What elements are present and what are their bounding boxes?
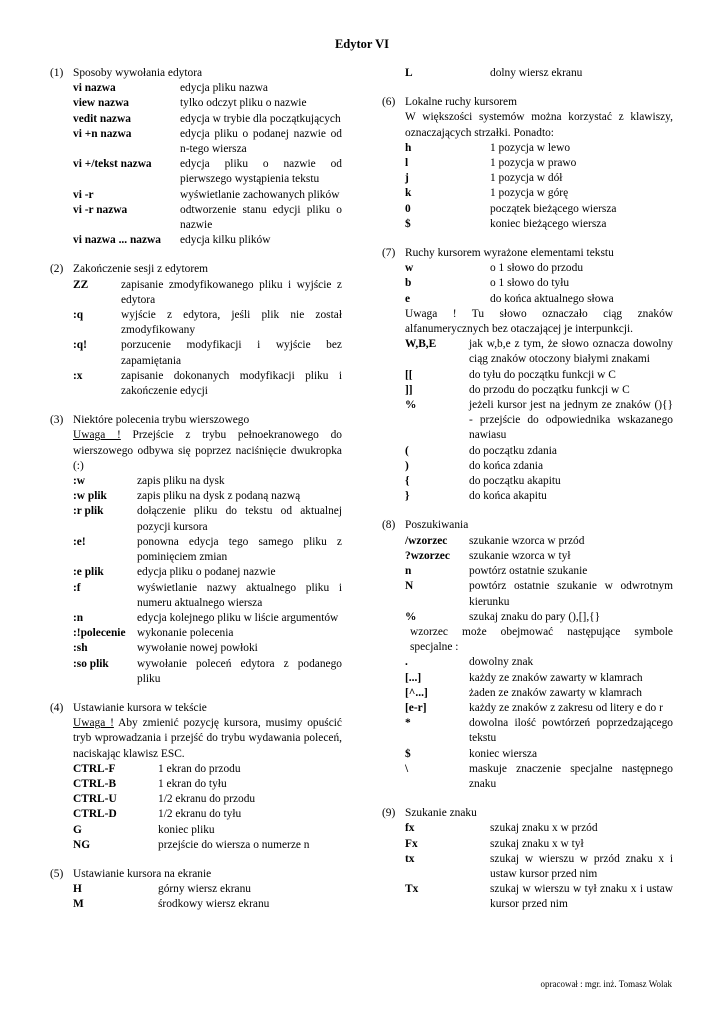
command-desc: środkowy wiersz ekranu: [158, 898, 270, 911]
command-key: L: [405, 67, 413, 79]
command-key: CTRL-F: [73, 762, 116, 775]
command-key: M: [73, 898, 84, 911]
command-key: vedit nazwa: [73, 112, 131, 125]
command-row: [405, 186, 673, 201]
command-desc: zapisanie zmodyfikowanego pliku i wyjście z edytora: [121, 278, 342, 306]
command-row: [405, 292, 673, 307]
command-row: [73, 823, 342, 838]
section-line-mode: [50, 413, 342, 687]
command-key: n: [405, 565, 412, 578]
command-list: [73, 474, 342, 687]
command-row: [73, 792, 342, 807]
section-title: Sposoby wywołania edytora: [73, 67, 203, 79]
command-key: vi -r: [73, 188, 94, 201]
footer-author: opracował : mgr. inż. Tomasz Wolak: [540, 979, 672, 989]
command-key: k: [405, 187, 412, 200]
command-desc: 1 ekran do tyłu: [158, 777, 227, 790]
command-list: [73, 81, 342, 248]
command-key: ?wzorzec: [405, 549, 450, 562]
note-text: Aby zmienić pozycję kursora, musimy opuścić tryb wprowadzania i przejść do trybu wydawania poleceń, naciskając klawisz ESC.: [73, 717, 342, 760]
command-key: %: [405, 399, 417, 412]
section-heading: [50, 701, 342, 716]
command-desc: maskuje znaczenie specjalne następnego znaku: [469, 762, 673, 790]
command-key: H: [73, 883, 82, 896]
command-key: [...]: [405, 671, 422, 684]
command-desc: szukaj znaku x w tył: [490, 837, 584, 850]
command-row: [405, 156, 673, 171]
command-key: Tx: [405, 883, 419, 896]
section-cursor-screen-cont: [382, 66, 673, 81]
section-title: Niektóre polecenia trybu wierszowego: [73, 414, 250, 427]
section-text: W większości systemów można korzystać z klawiszy, oznaczających strzałki. Ponadto:: [405, 111, 673, 139]
command-desc: 1 pozycja w górę: [490, 187, 569, 200]
command-list: [405, 141, 673, 232]
command-desc: do końca zdania: [469, 459, 544, 472]
command-row: [405, 655, 673, 670]
command-desc: wyświetlanie nazwy aktualnego pliku i numeru aktualnego wiersza: [137, 581, 342, 609]
command-key: view nazwa: [73, 97, 129, 110]
command-row: [73, 641, 342, 656]
command-row: [405, 837, 673, 852]
command-row: [73, 777, 342, 792]
command-desc: koniec wiersza: [469, 747, 537, 760]
command-row: [405, 398, 673, 444]
command-desc: 1/2 ekranu do tyłu: [158, 808, 242, 821]
command-key: %: [405, 610, 417, 623]
right-column: [382, 66, 673, 927]
left-column: [50, 66, 342, 913]
command-key: :sh: [73, 642, 88, 655]
command-row: [405, 701, 673, 716]
command-row: [73, 338, 342, 368]
section-title: Szukanie znaku: [405, 807, 477, 820]
command-list: [73, 278, 342, 400]
command-row: [73, 127, 342, 157]
command-key: b: [405, 277, 412, 290]
command-key: Fx: [405, 837, 418, 850]
command-key: 0: [405, 202, 411, 215]
command-desc: do początku zdania: [469, 444, 557, 457]
section-heading: [382, 806, 673, 821]
command-row: [405, 762, 673, 792]
command-row: [73, 535, 342, 565]
section-note: [73, 428, 342, 474]
command-list: [405, 534, 673, 625]
command-desc: tylko odczyt pliku o nazwie: [180, 97, 307, 110]
command-row: [73, 157, 342, 187]
command-key: :!polecenie: [73, 627, 126, 640]
command-row: [405, 171, 673, 186]
command-key: $: [405, 747, 411, 760]
page-title: Edytor VI: [334, 37, 390, 51]
command-desc: 1 ekran do przodu: [158, 762, 241, 775]
section-search: [382, 518, 673, 792]
section-number: (4): [50, 701, 64, 714]
command-desc: 1 pozycja w lewo: [490, 141, 571, 154]
command-row: [405, 141, 673, 156]
command-row: [405, 444, 673, 459]
command-key: j: [405, 172, 409, 185]
command-row: [405, 337, 673, 367]
section-invocation: [50, 66, 342, 248]
command-desc: każdy ze znaków zawarty w klamrach: [469, 671, 643, 684]
command-desc: jeżeli kursor jest na jednym ze znaków (){} - przejście do odpowiednika wskazanego nawiasu: [469, 399, 673, 442]
command-row: [73, 807, 342, 822]
section-text: Uwaga ! Tu słowo oznaczało ciąg znaków alfanumerycznych bez otaczającej je interpunkcji.: [405, 307, 673, 336]
command-desc: koniec pliku: [158, 823, 215, 836]
command-desc: koniec bieżącego wiersza: [490, 217, 607, 230]
command-list: [73, 882, 342, 912]
command-list: [405, 655, 673, 792]
command-key: l: [405, 157, 409, 170]
command-row: [405, 747, 673, 762]
section-number: (8): [382, 519, 396, 532]
command-key: $: [405, 217, 411, 230]
command-key: (: [405, 444, 409, 457]
command-desc: o 1 słowo do tyłu: [490, 277, 570, 290]
command-list: [405, 261, 673, 307]
section-exit: [50, 262, 342, 399]
command-desc: edycja pliku o podanej nazwie: [137, 566, 276, 579]
command-key: :x: [73, 369, 83, 382]
command-desc: do tyłu do początku funkcji w C: [469, 368, 616, 381]
command-row: [405, 534, 673, 549]
command-list: [405, 337, 673, 504]
command-key: .: [405, 656, 408, 669]
section-number: (5): [50, 867, 64, 880]
command-desc: wykonanie polecenia: [137, 627, 234, 640]
command-row: [73, 81, 342, 96]
command-key: N: [405, 580, 414, 593]
command-key: :f: [73, 581, 81, 594]
command-desc: edycja kolejnego pliku w liście argumentów: [137, 611, 339, 624]
command-key: tx: [405, 852, 415, 865]
command-row: [73, 565, 342, 580]
command-row: [405, 66, 673, 81]
command-key: w: [405, 262, 414, 275]
command-key: ]]: [405, 383, 413, 396]
command-key: :q!: [73, 339, 87, 352]
command-row: [73, 188, 342, 203]
command-desc: o 1 słowo do przodu: [490, 262, 584, 275]
command-row: [73, 278, 342, 308]
command-key: :r plik: [73, 505, 104, 518]
command-key: vi +/tekst nazwa: [73, 158, 152, 171]
command-desc: powtórz ostatnie szukanie w odwrotnym kierunku: [469, 580, 673, 608]
command-key: :q: [73, 309, 84, 322]
command-row: [73, 203, 342, 233]
command-row: [73, 489, 342, 504]
command-desc: szukanie wzorca w przód: [469, 534, 585, 547]
section-number: (7): [382, 247, 396, 260]
command-list: [405, 821, 673, 912]
section-heading: [50, 867, 342, 882]
command-desc: edycja kilku plików: [180, 234, 271, 247]
command-desc: jak w,b,e z tym, że słowo oznacza dowolny ciąg znaków otoczony białymi znakami: [469, 338, 673, 366]
command-key: vi -r nazwa: [73, 203, 128, 216]
command-row: [73, 611, 342, 626]
command-key: {: [405, 475, 410, 488]
note-label: Uwaga !: [73, 429, 121, 442]
command-desc: zapis pliku na dysk z podaną nazwą: [137, 490, 301, 503]
command-row: [405, 852, 673, 882]
command-key: vi nazwa: [73, 82, 116, 95]
command-desc: przejście do wiersza o numerze n: [158, 838, 310, 851]
command-desc: do końca aktualnego słowa: [490, 292, 614, 305]
command-key: [^...]: [405, 686, 428, 699]
command-row: [405, 368, 673, 383]
command-key: \: [405, 762, 409, 775]
command-desc: szukaj znaku x w przód: [490, 822, 598, 835]
command-desc: szukaj w wierszu w przód znaku x i ustaw kursor przed nim: [490, 852, 673, 880]
command-key: CTRL-U: [73, 793, 117, 806]
command-row: [73, 626, 342, 641]
command-key: CTRL-B: [73, 777, 117, 790]
command-row: [73, 897, 342, 912]
section-text: wzorzec może obejmować następujące symbole specjalne :: [410, 625, 673, 654]
section-heading: [382, 246, 673, 261]
section-title: Zakończenie sesji z edytorem: [73, 263, 209, 276]
command-desc: górny wiersz ekranu: [158, 883, 251, 896]
command-key: NG: [73, 838, 91, 851]
note-label: Uwaga !: [73, 717, 114, 730]
command-desc: powtórz ostatnie szukanie: [469, 565, 588, 578]
command-desc: wywołanie nowej powłoki: [137, 642, 258, 655]
command-desc: dowolna ilość powtórzeń poprzedzającego tekstu: [469, 717, 673, 745]
command-key: fx: [405, 822, 415, 835]
section-cursor-screen: [50, 867, 342, 913]
command-key: W,B,E: [405, 338, 437, 351]
command-desc: dowolny znak: [469, 656, 534, 669]
command-row: [73, 882, 342, 897]
command-row: [405, 549, 673, 564]
command-desc: szukaj w wierszu w tył znaku x i ustaw kursor przed nim: [490, 883, 673, 911]
section-title: Ustawianie kursora w tekście: [73, 701, 207, 714]
command-row: [405, 716, 673, 746]
section-heading: [382, 518, 673, 533]
command-key: :w: [73, 475, 86, 488]
command-row: [405, 459, 673, 474]
command-key: :n: [73, 611, 84, 624]
command-key: vi nazwa ... nazwa: [73, 234, 161, 247]
section-char-search: [382, 806, 673, 912]
command-key: ZZ: [73, 278, 89, 291]
command-desc: do przodu do początku funkcji w C: [469, 383, 630, 396]
command-desc: szukaj znaku do pary (),[],{}: [469, 610, 601, 623]
command-row: [405, 474, 673, 489]
command-key: :so plik: [73, 657, 109, 670]
section-title: Ustawianie kursora na ekranie: [73, 867, 212, 880]
note-text: Przejście z trybu pełnoekranowego do wierszowego odbywa się poprzez naciśnięcie dwukropka (:): [73, 429, 342, 472]
command-row: [73, 504, 342, 534]
command-row: [73, 233, 342, 248]
command-desc: edycja pliku o podanej nazwie od n-tego wiersza: [180, 127, 342, 156]
command-row: [405, 579, 673, 609]
command-key: :w plik: [73, 490, 107, 503]
command-row: [405, 564, 673, 579]
command-desc: porzucenie modyfikacji i wyjście bez zapamiętania: [121, 339, 342, 367]
command-row: [405, 202, 673, 217]
section-local-moves: [382, 95, 673, 232]
command-key: CTRL-D: [73, 808, 117, 821]
command-desc: początek bieżącego wiersza: [490, 202, 617, 215]
command-desc: odtworzenie stanu edycji pliku o nazwie: [180, 203, 342, 232]
command-desc: zapisanie dokonanych modyfikacji pliku i zakończenie edycji: [121, 369, 342, 398]
command-desc: wyjście z edytora, jeśli plik nie został zmodyfikowany: [121, 309, 342, 337]
command-row: [405, 383, 673, 398]
command-key: }: [405, 490, 410, 503]
section-number: (2): [50, 263, 64, 276]
command-row: [73, 762, 342, 777]
command-row: [405, 882, 673, 912]
command-key: G: [73, 823, 82, 836]
section-text-moves: [382, 246, 673, 504]
command-desc: zapis pliku na dysk: [137, 475, 225, 488]
section-cursor-text: [50, 701, 342, 853]
command-key: h: [405, 141, 412, 154]
command-key: :e!: [73, 535, 86, 548]
command-desc: każdy ze znaków z zakresu od litery e do r: [469, 701, 663, 714]
command-desc: 1 pozycja w dół: [490, 172, 563, 185]
command-desc: edycja pliku o nazwie od pierwszego wystąpienia tekstu: [180, 158, 342, 186]
command-desc: do początku akapitu: [469, 475, 561, 488]
command-key: /wzorzec: [405, 534, 448, 547]
command-key: e: [405, 292, 411, 305]
command-row: [405, 821, 673, 836]
command-desc: ponowna edycja tego samego pliku z pominięciem zmian: [137, 535, 342, 564]
command-row: [405, 217, 673, 232]
command-row: [73, 581, 342, 611]
command-list: [405, 66, 673, 81]
command-desc: dolny wiersz ekranu: [490, 67, 583, 79]
command-desc: żaden ze znaków zawarty w klamrach: [469, 686, 642, 699]
section-number: (3): [50, 414, 64, 427]
command-key: [e-r]: [405, 701, 427, 714]
command-row: [405, 261, 673, 276]
command-desc: edycja w trybie dla początkujących: [180, 112, 341, 125]
section-heading: [50, 66, 342, 81]
command-desc: wyświetlanie zachowanych plików: [180, 188, 340, 201]
section-heading: [50, 413, 342, 428]
command-desc: szukanie wzorca w tył: [469, 549, 571, 562]
command-row: [405, 686, 673, 701]
command-desc: 1/2 ekranu do przodu: [158, 793, 256, 806]
section-title: Ruchy kursorem wyrażone elementami tekstu: [405, 247, 614, 260]
command-row: [73, 96, 342, 111]
command-list: [73, 762, 342, 853]
command-row: [405, 489, 673, 504]
command-desc: 1 pozycja w prawo: [490, 157, 577, 170]
section-number: (1): [50, 67, 64, 79]
command-row: [405, 610, 673, 625]
command-key: [[: [405, 368, 413, 381]
command-row: [405, 671, 673, 686]
command-row: [73, 308, 342, 338]
command-desc: edycja pliku nazwa: [180, 82, 268, 95]
command-row: [73, 657, 342, 687]
section-note: [73, 716, 342, 762]
command-desc: wywołanie poleceń edytora z podanego pliku: [137, 657, 342, 685]
section-number: (6): [382, 96, 396, 109]
section-number: (9): [382, 807, 396, 820]
command-key: ): [405, 459, 409, 472]
command-row: [73, 112, 342, 127]
command-key: *: [405, 717, 411, 730]
command-key: vi +n nazwa: [73, 127, 132, 140]
command-key: :e plik: [73, 566, 104, 579]
command-row: [73, 474, 342, 489]
section-heading: [382, 95, 673, 110]
command-desc: do końca akapitu: [469, 490, 547, 503]
command-row: [73, 838, 342, 853]
section-heading: [50, 262, 342, 277]
section-title: Poszukiwania: [405, 519, 469, 532]
command-desc: dołączenie pliku do tekstu od aktualnej pozycji kursora: [137, 505, 342, 533]
command-row: [73, 369, 342, 399]
section-title: Lokalne ruchy kursorem: [405, 96, 517, 109]
command-row: [405, 276, 673, 291]
